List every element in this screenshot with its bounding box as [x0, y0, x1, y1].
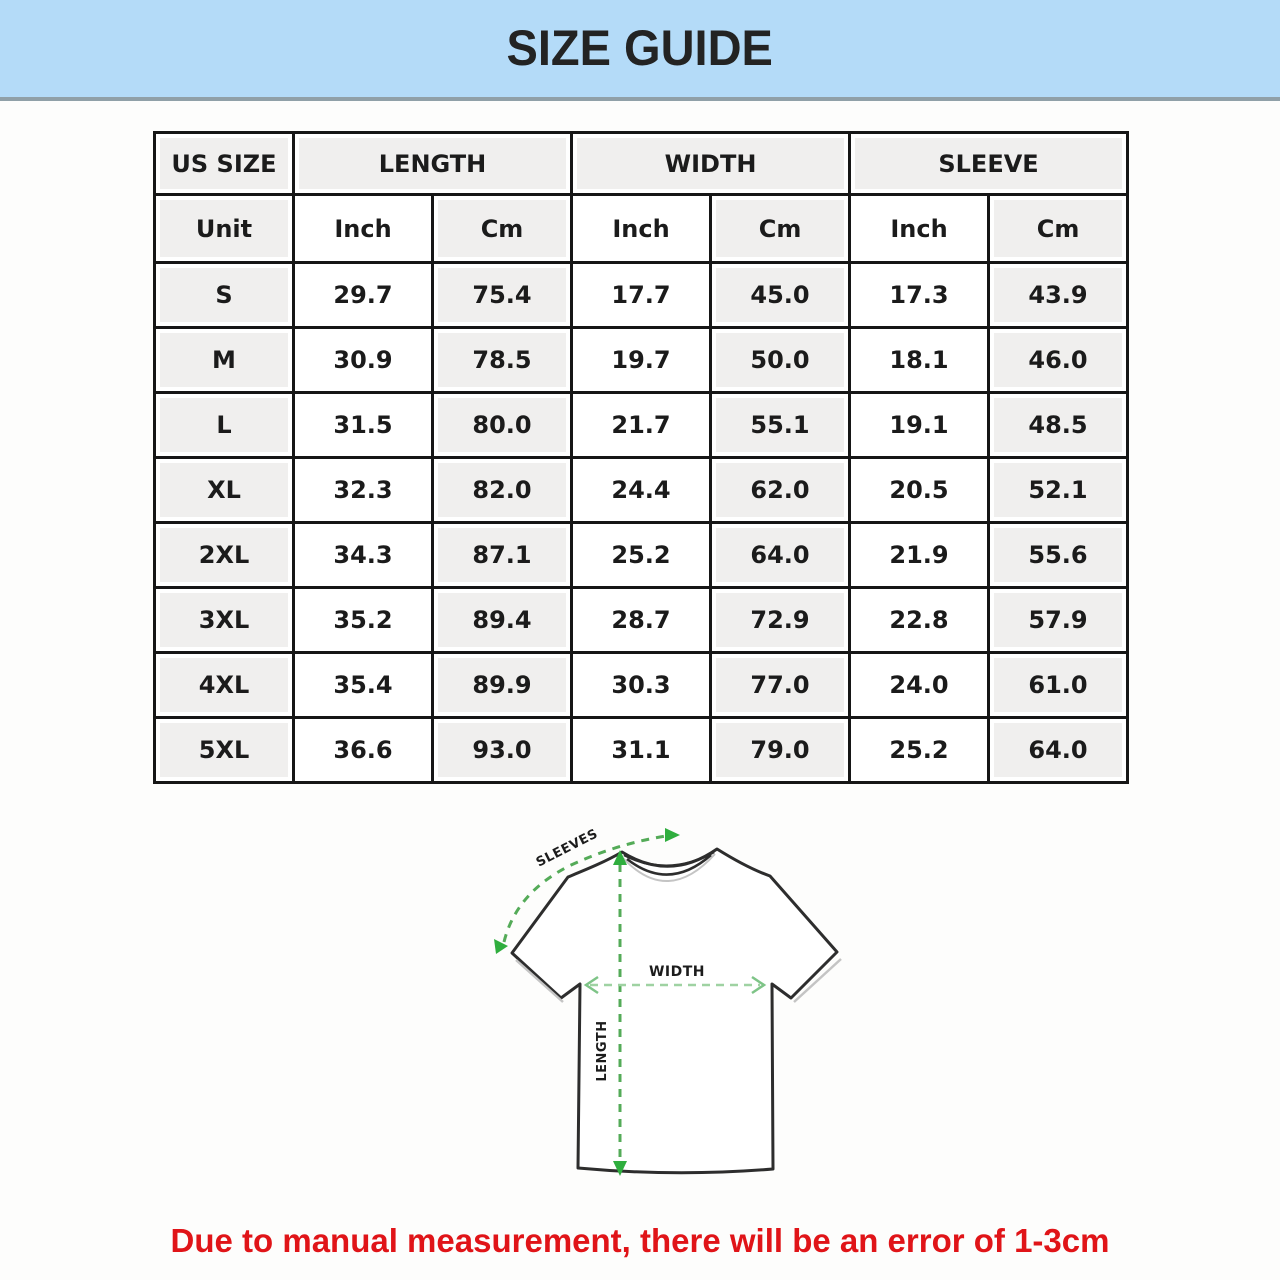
- length-label: LENGTH: [595, 1020, 610, 1082]
- value-cell: 52.1: [989, 458, 1128, 523]
- header-banner: [0, 0, 1280, 101]
- width-label: WIDTH: [648, 964, 706, 980]
- size-cell: M: [155, 328, 294, 393]
- size-cell: 5XL: [155, 718, 294, 783]
- value-cell: 61.0: [989, 653, 1128, 718]
- tshirt-measurement-diagram: [440, 800, 920, 1220]
- value-cell: 43.9: [989, 263, 1128, 328]
- value-cell: 80.0: [433, 393, 572, 458]
- value-cell: 24.4: [572, 458, 711, 523]
- value-cell: 30.9: [294, 328, 433, 393]
- value-cell: 89.9: [433, 653, 572, 718]
- value-cell: 20.5: [850, 458, 989, 523]
- value-cell: 17.3: [850, 263, 989, 328]
- table-row: [155, 393, 1128, 458]
- value-cell: 18.1: [850, 328, 989, 393]
- value-cell: 31.1: [572, 718, 711, 783]
- value-cell: 72.9: [711, 588, 850, 653]
- table-row: [155, 588, 1128, 653]
- measurement-error-note: Due to manual measurement, there will be an error of 1-3cm: [170, 1222, 1110, 1259]
- value-cell: 30.3: [572, 653, 711, 718]
- size-cell: L: [155, 393, 294, 458]
- value-cell: 55.6: [989, 523, 1128, 588]
- unit-sleeve-inch: Inch: [850, 195, 989, 263]
- unit-label: Unit: [155, 195, 294, 263]
- value-cell: 28.7: [572, 588, 711, 653]
- size-cell: XL: [155, 458, 294, 523]
- table-row: [155, 523, 1128, 588]
- value-cell: 79.0: [711, 718, 850, 783]
- value-cell: 36.6: [294, 718, 433, 783]
- table-header-row: [155, 133, 1128, 195]
- value-cell: 19.7: [572, 328, 711, 393]
- value-cell: 48.5: [989, 393, 1128, 458]
- value-cell: 87.1: [433, 523, 572, 588]
- value-cell: 75.4: [433, 263, 572, 328]
- value-cell: 64.0: [989, 718, 1128, 783]
- size-cell: 2XL: [155, 523, 294, 588]
- value-cell: 78.5: [433, 328, 572, 393]
- value-cell: 29.7: [294, 263, 433, 328]
- size-cell: 3XL: [155, 588, 294, 653]
- unit-length-inch: Inch: [294, 195, 433, 263]
- size-table: [153, 131, 1129, 784]
- value-cell: 77.0: [711, 653, 850, 718]
- unit-width-inch: Inch: [572, 195, 711, 263]
- value-cell: 35.2: [294, 588, 433, 653]
- value-cell: 93.0: [433, 718, 572, 783]
- value-cell: 89.4: [433, 588, 572, 653]
- value-cell: 57.9: [989, 588, 1128, 653]
- value-cell: 45.0: [711, 263, 850, 328]
- value-cell: 50.0: [711, 328, 850, 393]
- value-cell: 32.3: [294, 458, 433, 523]
- header-width: WIDTH: [572, 133, 850, 195]
- value-cell: 17.7: [572, 263, 711, 328]
- header-length: LENGTH: [294, 133, 572, 195]
- value-cell: 34.3: [294, 523, 433, 588]
- value-cell: 31.5: [294, 393, 433, 458]
- unit-sleeve-cm: Cm: [989, 195, 1128, 263]
- sleeves-arrow-start-icon: [494, 939, 508, 954]
- value-cell: 25.2: [572, 523, 711, 588]
- sleeves-label: SLEEVES: [533, 826, 601, 871]
- sleeves-arrow-end-icon: [665, 828, 680, 842]
- value-cell: 46.0: [989, 328, 1128, 393]
- tshirt-outline: [512, 849, 837, 1173]
- page-title: SIZE GUIDE: [506, 20, 774, 76]
- value-cell: 22.8: [850, 588, 989, 653]
- value-cell: 19.1: [850, 393, 989, 458]
- size-cell: S: [155, 263, 294, 328]
- value-cell: 35.4: [294, 653, 433, 718]
- value-cell: 64.0: [711, 523, 850, 588]
- tshirt-diagram-svg: [440, 800, 920, 1220]
- value-cell: 21.9: [850, 523, 989, 588]
- value-cell: 21.7: [572, 393, 711, 458]
- value-cell: 25.2: [850, 718, 989, 783]
- table-row: [155, 718, 1128, 783]
- table-row: [155, 263, 1128, 328]
- value-cell: 62.0: [711, 458, 850, 523]
- value-cell: 82.0: [433, 458, 572, 523]
- value-cell: 24.0: [850, 653, 989, 718]
- unit-length-cm: Cm: [433, 195, 572, 263]
- size-cell: 4XL: [155, 653, 294, 718]
- table-row: [155, 328, 1128, 393]
- unit-width-cm: Cm: [711, 195, 850, 263]
- table-row: [155, 653, 1128, 718]
- header-us-size: US SIZE: [155, 133, 294, 195]
- size-table-body: [155, 263, 1128, 783]
- table-row: [155, 458, 1128, 523]
- table-unit-row: [155, 195, 1128, 263]
- header-sleeve: SLEEVE: [850, 133, 1128, 195]
- value-cell: 55.1: [711, 393, 850, 458]
